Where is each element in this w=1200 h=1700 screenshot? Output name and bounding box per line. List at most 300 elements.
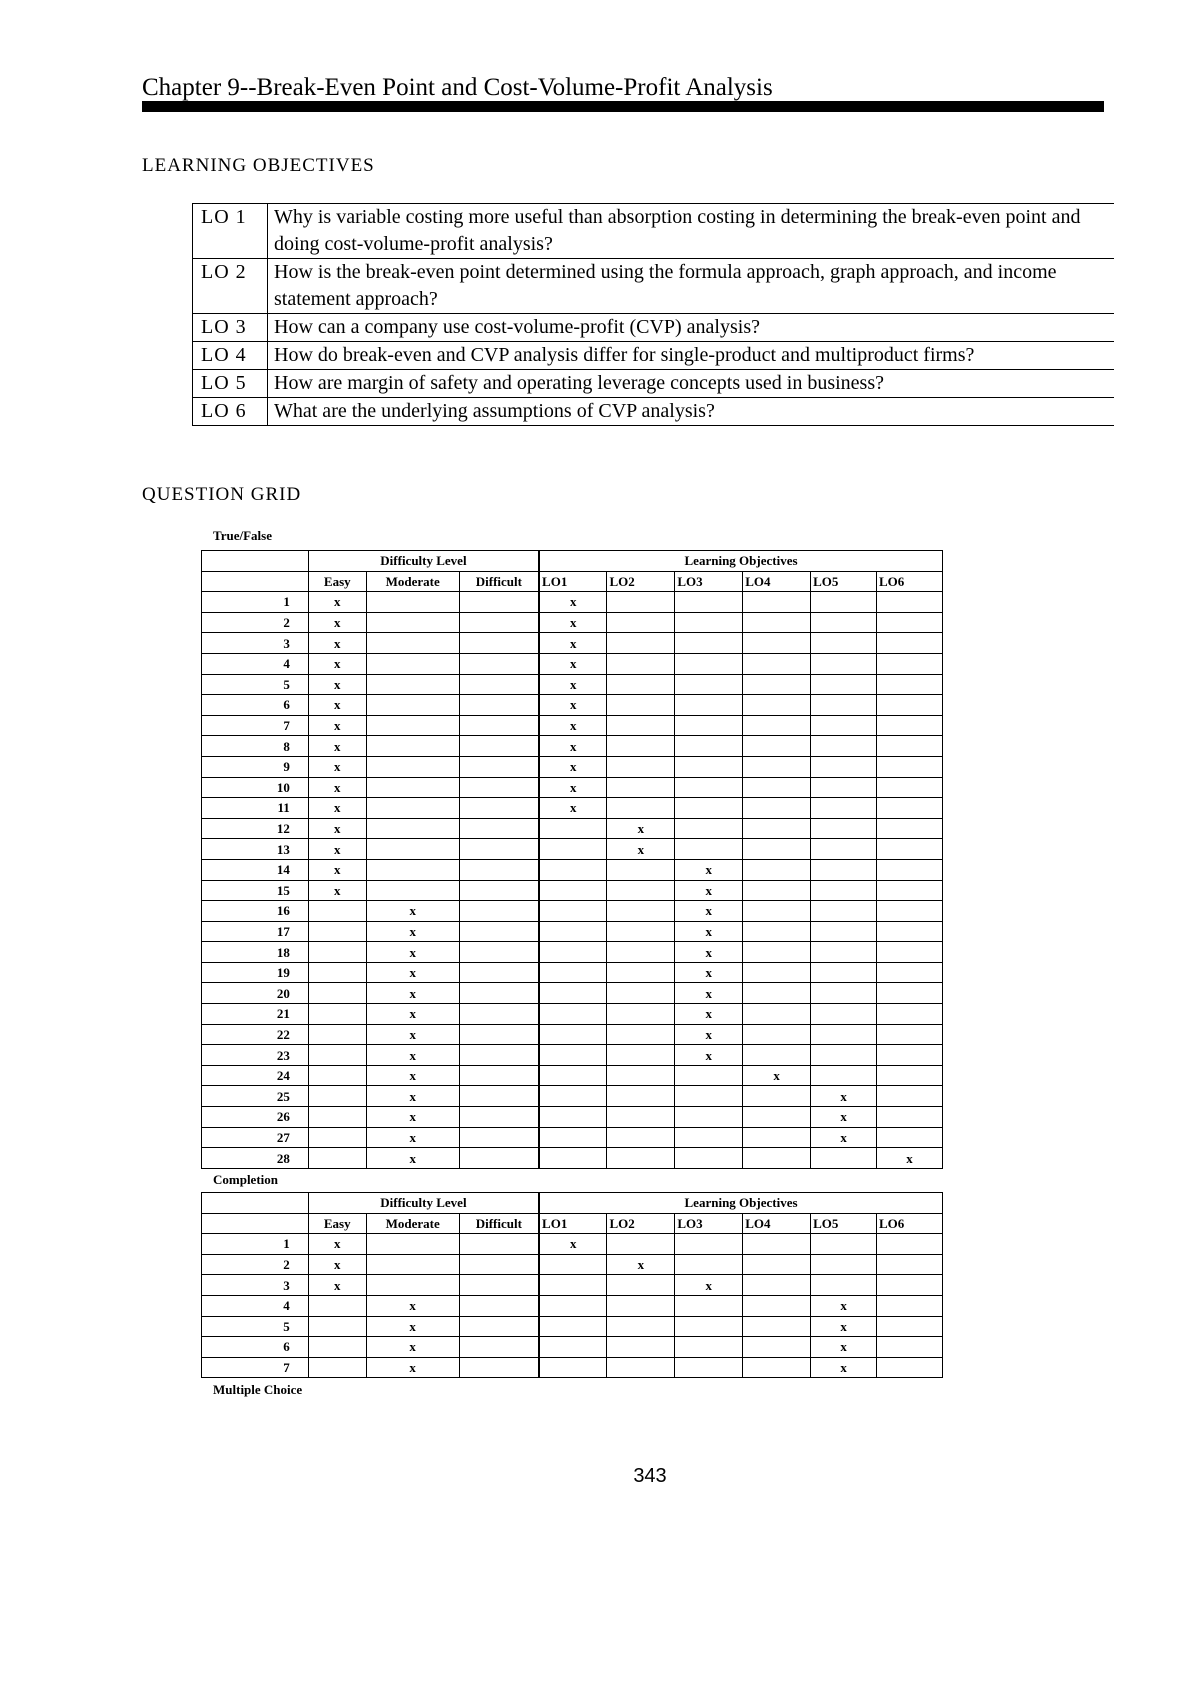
cell-lo5 — [811, 880, 877, 901]
question-number: 3 — [202, 1275, 309, 1296]
cell-difficult — [459, 839, 539, 860]
cell-lo6 — [877, 880, 943, 901]
cell-moderate: x — [366, 1127, 459, 1148]
cell-lo2 — [607, 1004, 675, 1025]
cell-moderate: x — [366, 1357, 459, 1378]
question-number: 7 — [202, 1357, 309, 1378]
cell-easy: x — [308, 880, 366, 901]
cell-lo5 — [811, 1234, 877, 1255]
cell-lo2 — [607, 983, 675, 1004]
cell-lo4 — [743, 983, 811, 1004]
cell-difficult — [459, 798, 539, 819]
cell-lo5 — [811, 1065, 877, 1086]
cell-moderate — [366, 653, 459, 674]
cell-lo5 — [811, 653, 877, 674]
cell-moderate — [366, 798, 459, 819]
cell-difficult — [459, 1024, 539, 1045]
title-rule — [142, 101, 1104, 112]
objectives-group-header: Learning Objectives — [539, 1193, 942, 1214]
cell-moderate: x — [366, 1024, 459, 1045]
question-number: 21 — [202, 1004, 309, 1025]
cell-lo6 — [877, 798, 943, 819]
multiple-choice-label: Multiple Choice — [213, 1382, 303, 1397]
question-number: 27 — [202, 1127, 309, 1148]
cell-easy: x — [308, 612, 366, 633]
difficulty-group-header: Difficulty Level — [308, 1193, 539, 1214]
cell-difficult — [459, 901, 539, 922]
grid-row — [202, 1316, 943, 1337]
question-number: 22 — [202, 1024, 309, 1045]
learning-objectives-table — [192, 203, 1114, 426]
lo-code: LO 6 — [193, 398, 268, 426]
question-number: 2 — [202, 612, 309, 633]
cell-lo1 — [539, 1086, 607, 1107]
cell-lo3 — [675, 1337, 743, 1358]
cell-lo1 — [539, 1045, 607, 1066]
cell-difficult — [459, 983, 539, 1004]
cell-difficult — [459, 1065, 539, 1086]
cell-easy — [308, 1316, 366, 1337]
cell-moderate — [366, 695, 459, 716]
grid-row — [202, 1337, 943, 1358]
cell-lo3: x — [675, 983, 743, 1004]
completion-label: Completion — [213, 1172, 278, 1187]
cell-lo1 — [539, 1275, 607, 1296]
cell-lo6 — [877, 1065, 943, 1086]
cell-moderate — [366, 880, 459, 901]
cell-easy — [308, 1127, 366, 1148]
cell-difficult — [459, 859, 539, 880]
cell-lo3 — [675, 1234, 743, 1255]
question-number: 19 — [202, 962, 309, 983]
cell-lo5 — [811, 695, 877, 716]
lo-row — [193, 370, 1115, 398]
cell-lo1 — [539, 818, 607, 839]
cell-lo2: x — [607, 839, 675, 860]
cell-lo3 — [675, 756, 743, 777]
cell-easy — [308, 1107, 366, 1128]
cell-lo5 — [811, 962, 877, 983]
grid-row — [202, 633, 943, 654]
cell-lo3 — [675, 1316, 743, 1337]
cell-lo4 — [743, 695, 811, 716]
cell-lo3: x — [675, 1004, 743, 1025]
cell-moderate — [366, 818, 459, 839]
cell-easy: x — [308, 1234, 366, 1255]
cell-difficult — [459, 1357, 539, 1378]
cell-lo4 — [743, 715, 811, 736]
cell-lo6 — [877, 839, 943, 860]
cell-easy — [308, 1337, 366, 1358]
grid-row — [202, 756, 943, 777]
col-header-lo1: LO1 — [539, 1213, 607, 1234]
cell-lo3 — [675, 592, 743, 613]
col-header-lo3: LO3 — [675, 1213, 743, 1234]
cell-lo2 — [607, 736, 675, 757]
question-number: 5 — [202, 1316, 309, 1337]
learning-objectives-heading: LEARNING OBJECTIVES — [142, 155, 375, 176]
cell-moderate: x — [366, 1004, 459, 1025]
lo-text: How is the break-even point determined using the formula approach, graph approach, and income statement approach? — [268, 259, 1115, 314]
question-number: 8 — [202, 736, 309, 757]
cell-difficult — [459, 633, 539, 654]
grid-row — [202, 612, 943, 633]
cell-lo2 — [607, 653, 675, 674]
cell-lo3: x — [675, 859, 743, 880]
cell-difficult — [459, 962, 539, 983]
col-header-lo6: LO6 — [877, 1213, 943, 1234]
cell-lo1: x — [539, 674, 607, 695]
grid-row — [202, 695, 943, 716]
question-grid-heading: QUESTION GRID — [142, 484, 302, 505]
cell-difficult — [459, 1127, 539, 1148]
cell-lo4 — [743, 653, 811, 674]
grid-row — [202, 1234, 943, 1255]
col-header-easy: Easy — [308, 1213, 366, 1234]
grid-row — [202, 880, 943, 901]
col-header-difficult: Difficult — [459, 571, 539, 592]
cell-lo1 — [539, 1024, 607, 1045]
cell-lo1 — [539, 859, 607, 880]
cell-lo4: x — [743, 1065, 811, 1086]
col-header-lo3: LO3 — [675, 571, 743, 592]
cell-moderate: x — [366, 921, 459, 942]
cell-lo1 — [539, 1004, 607, 1025]
cell-lo2 — [607, 1045, 675, 1066]
cell-easy: x — [308, 633, 366, 654]
cell-lo6 — [877, 1004, 943, 1025]
grid-row — [202, 983, 943, 1004]
cell-easy: x — [308, 674, 366, 695]
lo-row — [193, 398, 1115, 426]
question-number: 17 — [202, 921, 309, 942]
question-number: 15 — [202, 880, 309, 901]
cell-lo6 — [877, 612, 943, 633]
cell-easy: x — [308, 818, 366, 839]
question-number: 10 — [202, 777, 309, 798]
cell-easy — [308, 1024, 366, 1045]
cell-lo4 — [743, 839, 811, 860]
cell-lo4 — [743, 1275, 811, 1296]
cell-moderate — [366, 592, 459, 613]
cell-lo2 — [607, 1234, 675, 1255]
question-number: 1 — [202, 1234, 309, 1255]
cell-difficult — [459, 921, 539, 942]
cell-easy: x — [308, 1254, 366, 1275]
cell-lo3 — [675, 818, 743, 839]
grid-row — [202, 962, 943, 983]
grid-row — [202, 777, 943, 798]
cell-lo2 — [607, 695, 675, 716]
cell-easy: x — [308, 756, 366, 777]
cell-lo3: x — [675, 1045, 743, 1066]
cell-difficult — [459, 818, 539, 839]
cell-difficult — [459, 1107, 539, 1128]
grid-row — [202, 1065, 943, 1086]
cell-lo6 — [877, 962, 943, 983]
cell-lo4 — [743, 942, 811, 963]
cell-lo6 — [877, 901, 943, 922]
lo-text: How can a company use cost-volume-profit (CVP) analysis? — [268, 314, 1115, 342]
cell-lo6 — [877, 942, 943, 963]
cell-lo2 — [607, 1337, 675, 1358]
cell-lo6 — [877, 983, 943, 1004]
cell-easy: x — [308, 736, 366, 757]
cell-lo2 — [607, 592, 675, 613]
lo-code: LO 5 — [193, 370, 268, 398]
col-header-lo4: LO4 — [743, 1213, 811, 1234]
cell-moderate — [366, 736, 459, 757]
grid-row — [202, 653, 943, 674]
question-number: 25 — [202, 1086, 309, 1107]
lo-code: LO 3 — [193, 314, 268, 342]
cell-lo3 — [675, 839, 743, 860]
grid-row — [202, 1357, 943, 1378]
cell-moderate — [366, 839, 459, 860]
cell-lo6 — [877, 921, 943, 942]
cell-easy — [308, 1065, 366, 1086]
cell-lo2 — [607, 962, 675, 983]
cell-lo1 — [539, 1127, 607, 1148]
question-number: 9 — [202, 756, 309, 777]
lo-text: How do break-even and CVP analysis differ for single-product and multiproduct firms? — [268, 342, 1115, 370]
objectives-group-header: Learning Objectives — [539, 551, 942, 572]
cell-lo3 — [675, 1148, 743, 1169]
grid-row — [202, 921, 943, 942]
cell-lo2 — [607, 880, 675, 901]
cell-lo5: x — [811, 1107, 877, 1128]
cell-moderate: x — [366, 942, 459, 963]
cell-difficult — [459, 1275, 539, 1296]
cell-difficult — [459, 1316, 539, 1337]
cell-lo5 — [811, 1004, 877, 1025]
cell-moderate: x — [366, 1065, 459, 1086]
grid-row — [202, 1086, 943, 1107]
question-number: 28 — [202, 1148, 309, 1169]
cell-lo4 — [743, 756, 811, 777]
cell-easy — [308, 942, 366, 963]
cell-lo1: x — [539, 756, 607, 777]
lo-code: LO 2 — [193, 259, 268, 314]
cell-lo1 — [539, 942, 607, 963]
cell-lo4 — [743, 798, 811, 819]
cell-lo1 — [539, 839, 607, 860]
cell-difficult — [459, 777, 539, 798]
cell-moderate: x — [366, 1086, 459, 1107]
cell-lo1: x — [539, 592, 607, 613]
lo-text: Why is variable costing more useful than absorption costing in determining the break-even point and doing cost-volume-profit analysis? — [268, 204, 1115, 259]
cell-lo1: x — [539, 653, 607, 674]
grid-row — [202, 736, 943, 757]
cell-lo2 — [607, 674, 675, 695]
question-number: 18 — [202, 942, 309, 963]
question-number: 2 — [202, 1254, 309, 1275]
cell-lo6 — [877, 756, 943, 777]
cell-lo2 — [607, 1357, 675, 1378]
cell-lo4 — [743, 1107, 811, 1128]
cell-lo5 — [811, 1275, 877, 1296]
cell-lo5 — [811, 777, 877, 798]
cell-moderate — [366, 633, 459, 654]
cell-lo4 — [743, 1295, 811, 1316]
cell-lo1 — [539, 1337, 607, 1358]
cell-lo2 — [607, 1024, 675, 1045]
completion-grid-body — [202, 1234, 943, 1378]
cell-difficult — [459, 653, 539, 674]
cell-lo3: x — [675, 1024, 743, 1045]
grid-row — [202, 1127, 943, 1148]
cell-lo3 — [675, 736, 743, 757]
cell-lo6 — [877, 1127, 943, 1148]
chapter-title: Chapter 9--Break-Even Point and Cost-Volume-Profit Analysis — [142, 74, 773, 101]
cell-difficult — [459, 592, 539, 613]
cell-moderate — [366, 1275, 459, 1296]
cell-lo5 — [811, 983, 877, 1004]
cell-lo2 — [607, 901, 675, 922]
cell-lo3: x — [675, 901, 743, 922]
cell-lo4 — [743, 777, 811, 798]
cell-lo2 — [607, 921, 675, 942]
cell-lo3 — [675, 777, 743, 798]
cell-lo3 — [675, 715, 743, 736]
true-false-label: True/False — [213, 528, 272, 543]
question-number: 7 — [202, 715, 309, 736]
col-header-lo2: LO2 — [607, 571, 675, 592]
cell-lo6 — [877, 777, 943, 798]
cell-lo6 — [877, 695, 943, 716]
cell-lo3 — [675, 1086, 743, 1107]
question-number: 24 — [202, 1065, 309, 1086]
cell-lo1: x — [539, 736, 607, 757]
lo-row — [193, 259, 1115, 314]
cell-lo6 — [877, 1107, 943, 1128]
cell-lo5 — [811, 921, 877, 942]
cell-lo3 — [675, 695, 743, 716]
cell-lo5 — [811, 818, 877, 839]
cell-lo3 — [675, 674, 743, 695]
cell-easy — [308, 1004, 366, 1025]
cell-difficult — [459, 756, 539, 777]
cell-lo3 — [675, 1357, 743, 1378]
cell-lo5 — [811, 592, 877, 613]
cell-difficult — [459, 880, 539, 901]
cell-lo2 — [607, 633, 675, 654]
cell-lo1: x — [539, 777, 607, 798]
cell-lo5 — [811, 674, 877, 695]
cell-lo4 — [743, 674, 811, 695]
cell-lo6 — [877, 715, 943, 736]
cell-lo3 — [675, 612, 743, 633]
cell-lo1 — [539, 921, 607, 942]
cell-lo4 — [743, 859, 811, 880]
cell-lo5 — [811, 756, 877, 777]
cell-lo4 — [743, 1045, 811, 1066]
cell-lo2 — [607, 1065, 675, 1086]
cell-lo5: x — [811, 1337, 877, 1358]
cell-lo3: x — [675, 880, 743, 901]
grid-row — [202, 818, 943, 839]
grid-row — [202, 1004, 943, 1025]
cell-lo1 — [539, 983, 607, 1004]
cell-lo5 — [811, 715, 877, 736]
cell-lo1 — [539, 1065, 607, 1086]
grid-corner — [202, 1193, 309, 1214]
cell-easy — [308, 921, 366, 942]
cell-lo4 — [743, 1337, 811, 1358]
cell-easy: x — [308, 777, 366, 798]
grid-row — [202, 839, 943, 860]
cell-lo6: x — [877, 1148, 943, 1169]
lo-row — [193, 342, 1115, 370]
cell-lo2: x — [607, 818, 675, 839]
cell-easy — [308, 1295, 366, 1316]
cell-lo1 — [539, 962, 607, 983]
col-header-lo1: LO1 — [539, 571, 607, 592]
cell-lo2 — [607, 859, 675, 880]
cell-lo6 — [877, 818, 943, 839]
cell-moderate — [366, 612, 459, 633]
cell-lo4 — [743, 880, 811, 901]
cell-easy: x — [308, 695, 366, 716]
cell-lo5 — [811, 1045, 877, 1066]
grid-row — [202, 942, 943, 963]
cell-easy — [308, 1086, 366, 1107]
cell-lo5 — [811, 1024, 877, 1045]
cell-lo1 — [539, 1316, 607, 1337]
cell-moderate — [366, 674, 459, 695]
cell-lo4 — [743, 633, 811, 654]
cell-lo1 — [539, 1295, 607, 1316]
lo-code: LO 4 — [193, 342, 268, 370]
cell-lo6 — [877, 1024, 943, 1045]
cell-lo4 — [743, 901, 811, 922]
cell-difficult — [459, 695, 539, 716]
grid-row — [202, 1024, 943, 1045]
cell-lo2: x — [607, 1254, 675, 1275]
cell-difficult — [459, 942, 539, 963]
question-number: 5 — [202, 674, 309, 695]
grid-row — [202, 1275, 943, 1296]
cell-lo3: x — [675, 962, 743, 983]
true-false-grid-body — [202, 592, 943, 1169]
grid-corner — [202, 571, 309, 592]
cell-easy: x — [308, 798, 366, 819]
grid-row — [202, 901, 943, 922]
difficulty-group-header: Difficulty Level — [308, 551, 539, 572]
cell-lo3: x — [675, 1275, 743, 1296]
cell-moderate — [366, 1254, 459, 1275]
cell-lo1: x — [539, 1234, 607, 1255]
cell-difficult — [459, 674, 539, 695]
cell-lo1: x — [539, 715, 607, 736]
cell-moderate: x — [366, 1316, 459, 1337]
cell-lo6 — [877, 1086, 943, 1107]
cell-lo5 — [811, 942, 877, 963]
cell-lo1: x — [539, 695, 607, 716]
cell-difficult — [459, 736, 539, 757]
cell-lo4 — [743, 1148, 811, 1169]
cell-lo4 — [743, 736, 811, 757]
cell-lo2 — [607, 1127, 675, 1148]
cell-moderate: x — [366, 962, 459, 983]
grid-row — [202, 1295, 943, 1316]
cell-easy — [308, 901, 366, 922]
cell-lo6 — [877, 653, 943, 674]
cell-lo1 — [539, 901, 607, 922]
cell-lo4 — [743, 1357, 811, 1378]
cell-difficult — [459, 1234, 539, 1255]
cell-lo5: x — [811, 1086, 877, 1107]
